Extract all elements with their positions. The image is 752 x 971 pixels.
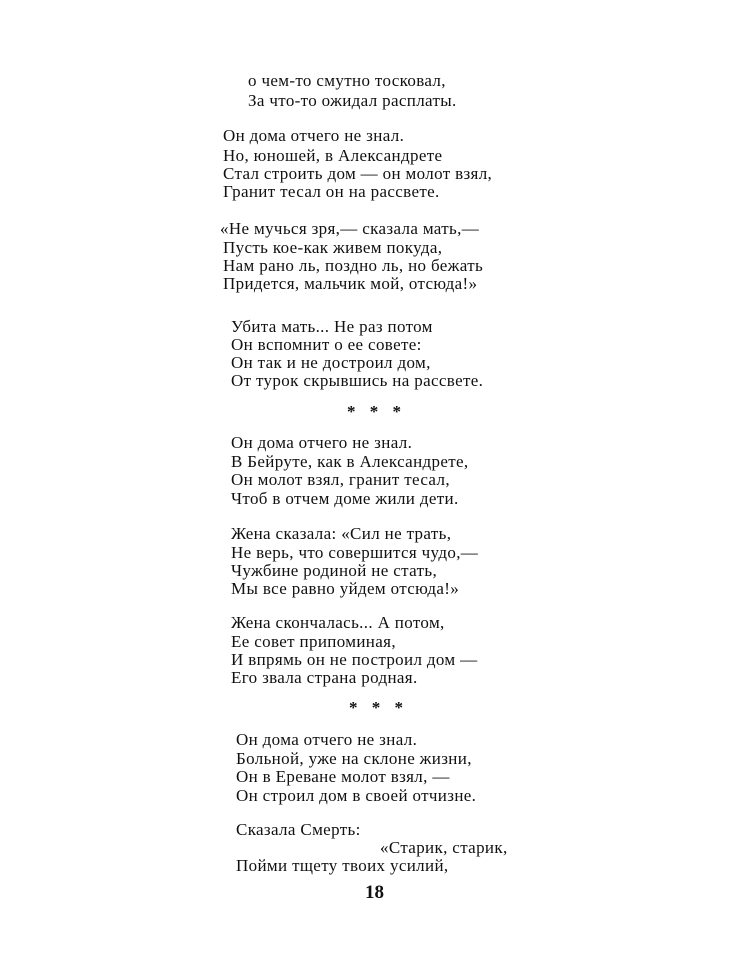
verse-line: «Старик, старик,: [380, 838, 508, 857]
verse-line: Придется, мальчик мой, отсюда!»: [223, 274, 478, 293]
verse-line: Не верь, что совершится чудо,—: [231, 543, 479, 562]
verse-line: Он так и не достроил дом,: [231, 353, 431, 372]
verse-line: Убита мать... Не раз потом: [231, 317, 433, 336]
verse-line: «Не мучься зря,— сказала мать,—: [220, 219, 480, 238]
verse-line: Он в Ереване молот взял, —: [236, 767, 450, 786]
verse-line: Жена скончалась... А потом,: [231, 613, 445, 632]
verse-line: Сказала Смерть:: [236, 820, 361, 839]
verse-line: От турок скрывшись на рассвете.: [231, 371, 484, 390]
verse-line: Он дома отчего не знал.: [231, 433, 413, 452]
verse-line: Жена сказала: «Сил не трать,: [231, 524, 452, 543]
verse-line: Пусть кое-как живем покуда,: [223, 238, 443, 257]
verse-line: Гранит тесал он на рассвете.: [223, 182, 440, 201]
verse-line: Он строил дом в своей отчизне.: [236, 786, 477, 805]
verse-line: Ее совет припоминая,: [231, 632, 396, 651]
verse-line: Стал строить дом — он молот взял,: [223, 164, 493, 183]
verse-line: Он молот взял, гранит тесал,: [231, 470, 450, 489]
verse-line: За что-то ожидал расплаты.: [248, 91, 457, 110]
verse-line: Больной, уже на склоне жизни,: [236, 749, 472, 768]
verse-line: Пойми тщету твоих усилий,: [236, 856, 449, 875]
section-separator: * * *: [347, 402, 406, 421]
verse-line: В Бейруте, как в Александрете,: [231, 452, 469, 471]
verse-line: Он дома отчего не знал.: [223, 126, 405, 145]
verse-line: Он дома отчего не знал.: [236, 730, 418, 749]
verse-line: Чужбине родиной не стать,: [231, 561, 438, 580]
verse-line: Нам рано ль, поздно ль, но бежать: [223, 256, 484, 275]
verse-line: Но, юношей, в Александрете: [223, 146, 443, 165]
verse-line: Он вспомнит о ее совете:: [231, 335, 422, 354]
section-separator: * * *: [349, 698, 408, 717]
page-number: 18: [365, 882, 384, 903]
verse-line: Его звала страна родная.: [231, 668, 418, 687]
verse-line: о чем-то смутно тосковал,: [248, 71, 446, 90]
verse-line: Мы все равно уйдем отсюда!»: [231, 579, 460, 598]
verse-line: И впрямь он не построил дом —: [231, 650, 478, 669]
verse-line: Чтоб в отчем доме жили дети.: [231, 489, 459, 508]
